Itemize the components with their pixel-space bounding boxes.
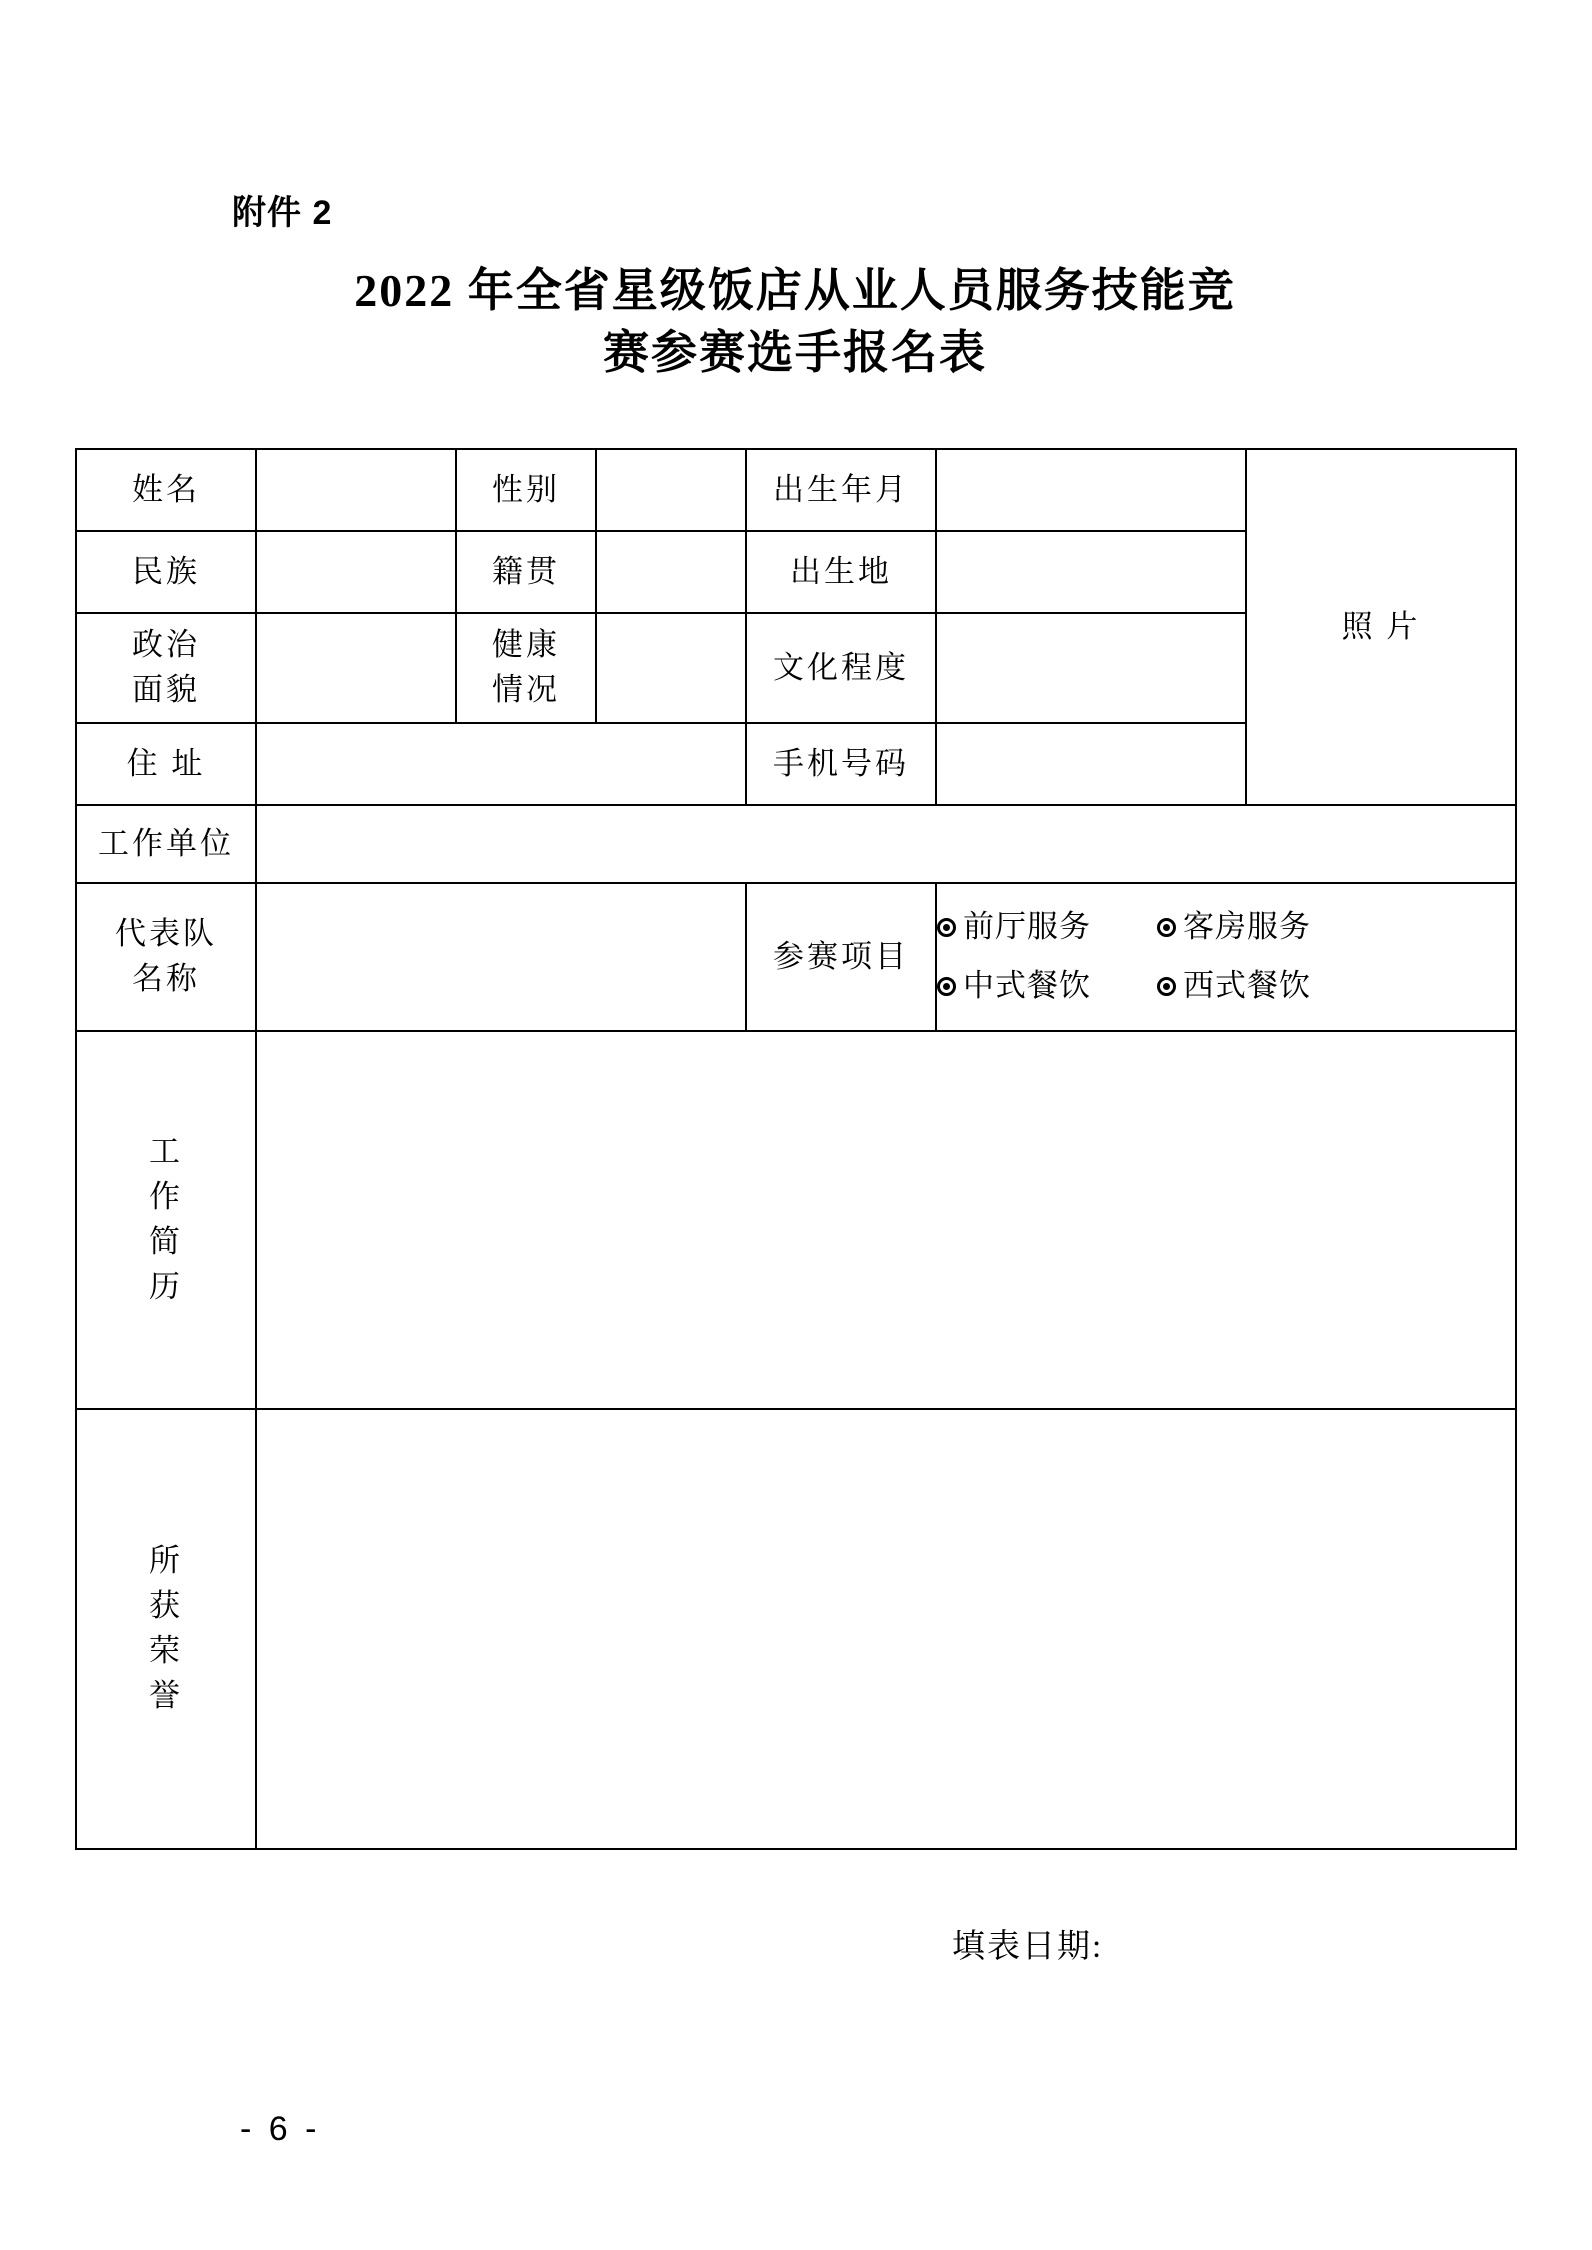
event-option-label: 前厅服务 xyxy=(963,909,1091,945)
page-number: - 6 - xyxy=(240,2110,321,2148)
label-education: 文化程度 xyxy=(746,613,936,723)
label-native-place: 籍贯 xyxy=(456,531,596,613)
field-gender[interactable] xyxy=(596,449,746,531)
radio-icon[interactable] xyxy=(937,918,956,937)
label-honors-char-2: 获 xyxy=(149,1588,183,1624)
label-address: 住 址 xyxy=(76,723,256,805)
event-option-front-office[interactable] xyxy=(937,905,1157,950)
field-team-name[interactable] xyxy=(256,883,746,1031)
table-row xyxy=(76,805,1516,883)
label-gender: 性别 xyxy=(456,449,596,531)
event-option-housekeeping[interactable] xyxy=(1157,905,1377,950)
field-work-experience[interactable] xyxy=(256,1031,1516,1409)
field-honors[interactable] xyxy=(256,1409,1516,1849)
field-native-place[interactable] xyxy=(596,531,746,613)
field-birth-date[interactable] xyxy=(936,449,1246,531)
label-team-name-line1: 代表队 xyxy=(115,916,217,952)
event-options-row-2 xyxy=(937,964,1515,1009)
label-work-experience-char-1: 工 xyxy=(149,1134,183,1170)
label-work-experience-char-2: 作 xyxy=(149,1179,183,1215)
label-work-unit: 工作单位 xyxy=(76,805,256,883)
event-option-label: 西式餐饮 xyxy=(1183,968,1311,1003)
label-birth-date: 出生年月 xyxy=(746,449,936,531)
title-line-2: 赛参赛选手报名表 xyxy=(603,327,987,379)
label-work-experience xyxy=(76,1031,256,1409)
event-option-chinese-catering[interactable] xyxy=(937,964,1157,1009)
photo-placeholder: 照 片 xyxy=(1246,449,1516,805)
field-work-unit[interactable] xyxy=(256,805,1516,883)
event-options-group xyxy=(936,883,1516,1031)
table-row xyxy=(76,883,1516,1031)
field-political-status[interactable] xyxy=(256,613,456,723)
table-row xyxy=(76,1031,1516,1409)
label-name: 姓名 xyxy=(76,449,256,531)
table-row xyxy=(76,1409,1516,1849)
event-option-label: 客房服务 xyxy=(1183,909,1311,945)
label-health xyxy=(456,613,596,723)
field-address[interactable] xyxy=(256,723,746,805)
radio-icon[interactable] xyxy=(1157,918,1176,937)
attachment-label: 附件 2 xyxy=(232,194,333,232)
label-team-name xyxy=(76,883,256,1031)
title-line-1: 2022 年全省星级饭店从业人员服务技能竞 xyxy=(354,265,1236,316)
event-options-row-1 xyxy=(937,905,1515,950)
label-honors-char-1: 所 xyxy=(149,1543,183,1579)
label-health-line2: 情况 xyxy=(492,672,560,707)
label-birth-place: 出生地 xyxy=(746,531,936,613)
event-option-western-catering[interactable] xyxy=(1157,964,1377,1009)
table-row xyxy=(76,449,1516,531)
label-honors-char-4: 誉 xyxy=(149,1677,183,1713)
label-honors xyxy=(76,1409,256,1849)
field-birth-place[interactable] xyxy=(936,531,1246,613)
label-mobile: 手机号码 xyxy=(746,723,936,805)
field-name[interactable] xyxy=(256,449,456,531)
radio-icon[interactable] xyxy=(1157,977,1176,996)
field-ethnicity[interactable] xyxy=(256,531,456,613)
label-ethnicity: 民族 xyxy=(76,531,256,613)
field-education[interactable] xyxy=(936,613,1246,723)
label-honors-char-3: 荣 xyxy=(149,1633,183,1668)
radio-icon[interactable] xyxy=(937,977,956,996)
label-work-experience-char-4: 历 xyxy=(149,1268,183,1304)
label-health-line1: 健康 xyxy=(492,627,560,663)
label-work-experience-char-3: 简 xyxy=(149,1224,183,1259)
label-political-status xyxy=(76,613,256,723)
label-political-status-line1: 政治 xyxy=(132,627,200,663)
page-title xyxy=(230,260,1360,384)
fill-date-label: 填表日期: xyxy=(952,1929,1104,1965)
label-event: 参赛项目 xyxy=(746,883,936,1031)
field-health[interactable] xyxy=(596,613,746,723)
label-team-name-line2: 名称 xyxy=(132,961,200,996)
registration-form-table xyxy=(75,448,1517,1850)
field-mobile[interactable] xyxy=(936,723,1246,805)
event-option-label: 中式餐饮 xyxy=(963,968,1091,1003)
label-political-status-line2: 面貌 xyxy=(132,672,200,707)
